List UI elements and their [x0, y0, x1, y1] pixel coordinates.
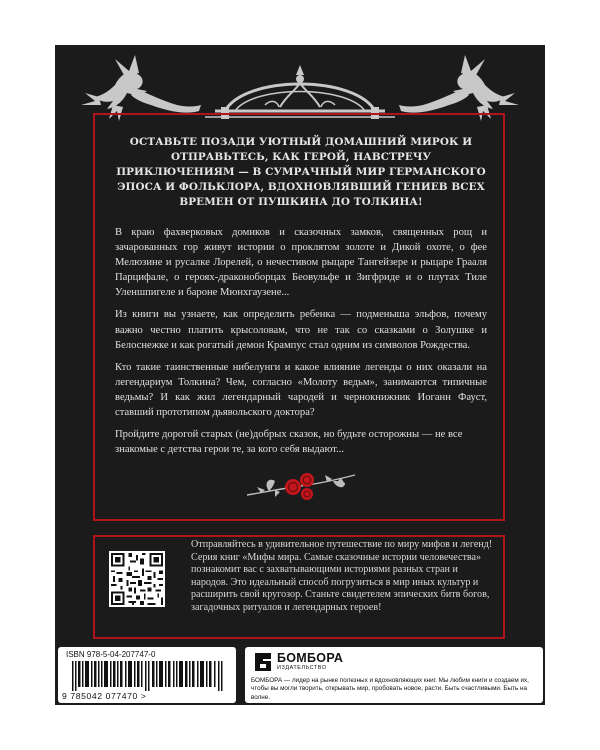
lead-blurb: ОСТАВЬТЕ ПОЗАДИ УЮТНЫЙ ДОМАШНИЙ МИРОК И ОТПРАВЬТЕСЬ, КАК ГЕРОЙ, НАВСТРЕЧУ ПРИКЛЮЧЕНИЯМ — В СУМРАЧНЫЙ МИР ГЕРМАНСКОГО ЭПОСА И ФОЛЬКЛОРА, ВДОХНОВЛЯВШИЙ ГЕНИЕВ ВСЕХ ВРЕМЕН ОТ ПУШКИНА ДО ТОЛКИНА!	[116, 136, 486, 208]
roses-icon	[241, 465, 361, 505]
paragraph-4: Пройдите дорогой старых (не)добрых сказок, но будьте осторожны — не все знакомые с детства герои те, за кого себя выдают...	[115, 429, 463, 456]
qr-code[interactable]	[109, 551, 165, 607]
publisher-block	[245, 647, 543, 703]
isbn-barcode-block	[58, 647, 236, 703]
publisher-subtitle: ИЗДАТЕЛЬСТВО	[277, 665, 327, 671]
paragraph-1: В краю фахверковых домиков и сказочных замков, священных рощ и зачарованных гор живут истории о проклятом золоте и Дикой охоте, о фее Мелюзине и русалке Лорелей, о нечестивом рыцаре Тангейзере и рыцаре Грааля Парцифале, о героях-драконоборцах Беовульфе и Зигфриде и о плутах Тиле Уленшпигеле и бароне Мюнхгаузене...	[115, 227, 487, 299]
book-back-cover	[55, 45, 545, 705]
left-dragon-icon	[81, 55, 201, 121]
isbn-label: ISBN 978-5-04-207747-0	[66, 650, 156, 659]
paragraph-2: Из книги вы узнаете, как определить ребенка — подменыша эльфов, почему важно честно платить крысоловам, что не так со сказками о Золушке и Белоснежке и как рогатый демон Крампус стал одним из символов Рождества.	[115, 309, 487, 351]
right-dragon-icon	[399, 55, 519, 121]
description-frame	[93, 113, 505, 521]
series-promo-text: Отправляйтесь в удивительное путешествие по миру мифов и легенд! Серия книг «Мифы мира. Самые сказочные истории человечества» познакомит вас с захватывающими историями разных стран и народов. Это идеальный способ погрузиться в мир иных культур и расширить свой кругозор. Станьте свидетелем эпических битв богов, загадочных ритуалов и легендарных героев!	[191, 539, 493, 613]
paragraph-3: Кто такие таинственные нибелунги и какое влияние легенды о них оказали на легендариум Толкина? Чем, согласно «Молоту ведьм», занимаются типичные ведьмы? И как жил легендарный чародей и чернокнижник Иоганн Фауст, ставший прототипом дьявольского доктора?	[115, 361, 487, 419]
series-promo-frame	[93, 535, 505, 639]
publisher-description: БОМБОРА — лидер на рынке полезных и вдохновляющих книг. Мы любим книги и создаем их, чтобы вы могли творить, открывать мир, пробовать новое, расти. Быть счастливыми. Быть на волне.	[251, 677, 529, 701]
publisher-name: БОМБОРА	[277, 651, 344, 665]
central-arch-ornament	[205, 83, 395, 117]
barcode-number: 9 785042 077470 >	[62, 691, 147, 701]
barcode	[66, 661, 230, 691]
description-body	[115, 225, 487, 464]
bombora-logo-icon	[253, 651, 273, 673]
